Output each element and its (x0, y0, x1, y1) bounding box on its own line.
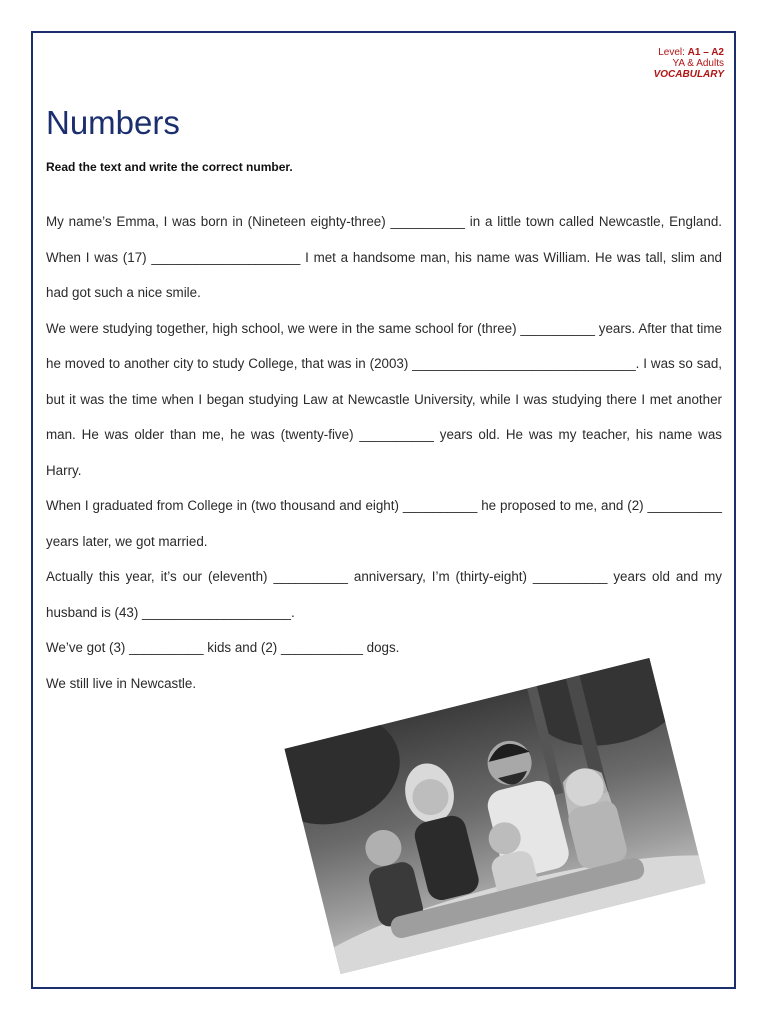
level-line (654, 47, 724, 58)
paragraph-1: My name’s Emma, I was born in (Nineteen eighty-three) __________ in a little town called Newcastle, England. When I was (17) ____________________ I met a handsome man, his name was William. He was tall, slim and had got such a nice smile. (46, 214, 722, 300)
instruction-text: Read the text and write the correct number. (46, 160, 293, 174)
paragraph-3: When I graduated from College in (two thousand and eight) __________ he proposed to me, and (2) __________ years later, we got married. (46, 498, 722, 549)
paragraph-4: Actually this year, it’s our (eleventh) __________ anniversary, I’m (thirty-eight) __________ years old and my husband is (43) ____________________. (46, 569, 722, 620)
paragraph-5: We’ve got (3) __________ kids and (2) ___________ dogs. (46, 640, 400, 655)
audience-label: YA & Adults (672, 58, 724, 69)
reading-text (46, 204, 722, 701)
level-label: Level: (658, 47, 685, 58)
category-label: VOCABULARY (653, 69, 724, 80)
page-title: Numbers (46, 104, 180, 141)
paragraph-6: We still live in Newcastle. (46, 675, 197, 691)
level-info (654, 47, 724, 80)
level-value: A1 – A2 (687, 47, 724, 58)
paragraph-2: We were studying together, high school, we were in the same school for (three) __________ years. After that time he moved to another city to study College, that was in (2003) ______________________________. I was so sad, but it was the time when I began studying Law at Newcastle University, while I was studying there I met another man. He was older than me, he was (twenty-five) __________ years old. He was my teacher, his name was Harry. (46, 320, 722, 478)
